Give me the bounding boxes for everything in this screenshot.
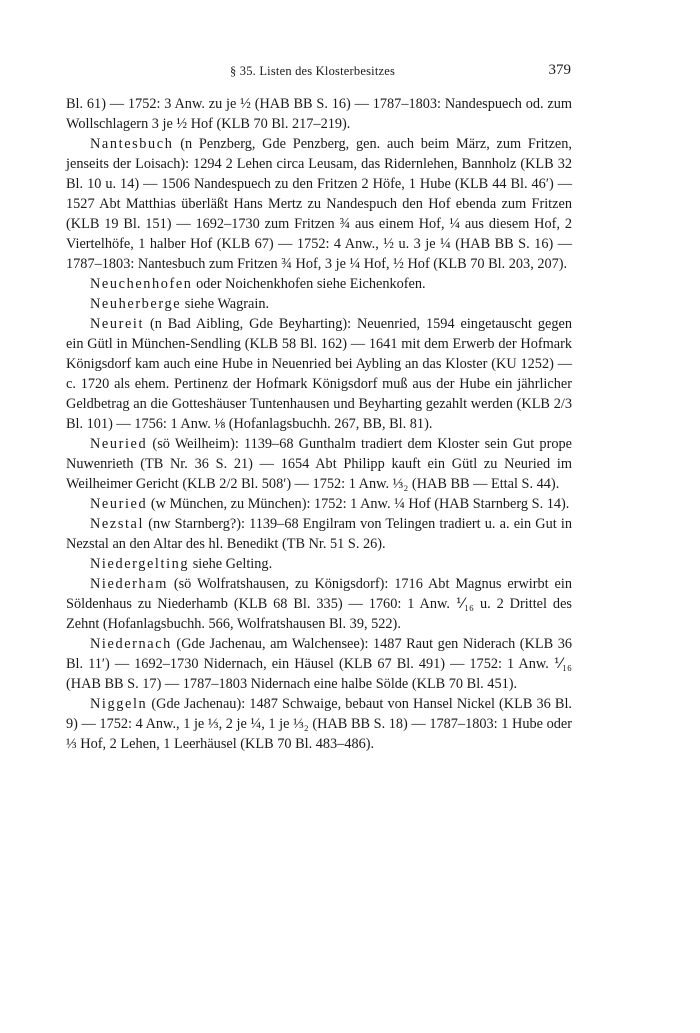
entry-keyword: Neuchenhofen	[90, 276, 193, 292]
entry-keyword: Neuried	[90, 496, 148, 512]
entry-text: Bl. 61) — 1752: 3 Anw. zu je ½ (HAB BB S. 16) — 1787–1803: Nandespuech od. zum Wollschlagern 3 je ½ Hof (KLB 70 Bl. 217–219).	[66, 96, 572, 132]
entry-niedernach	[66, 634, 572, 694]
entry-keyword: Neuried	[90, 436, 148, 452]
entry-neuchenhofen	[66, 274, 572, 294]
entry-keyword: Neuherberge	[90, 296, 182, 312]
entry-text: (n Penzberg, Gde Penzberg, gen. auch beim März, zum Fritzen, jenseits der Loisach): 1294 2 Lehen circa Leusam, das Ridernlehen, Bannholz (KLB 32 Bl. 10 u. 14) — 1506 Nandespuech zu den Fritzen 2 Höfe, 1 Hube (KLB 44 Bl. 46′) — 1527 Abt Matthias überläßt Hans Mertz zu Nandespuch den Hof ebenda zum Fritzen (KLB 19 Bl. 151) — 1692–1730 zum Fritzen ¾ aus einem Hof, ¼ aus diesem Hof, 2 Viertelhöfe, 1 halber Hof (KLB 67) — 1752: 4 Anw., ½ u. 3 je ¼ (HAB BB S. 16) — 1787–1803: Nantesbuch zum Fritzen ¾ Hof, 3 je ¼ Hof, ½ Hof (KLB 70 Bl. 203, 207).	[66, 136, 572, 272]
entry-text: siehe Gelting.	[189, 556, 273, 572]
entry-keyword: Nezstal	[90, 516, 145, 532]
entry-text: (n Bad Aibling, Gde Beyharting): Neuenried, 1594 eingetauscht gegen ein Gütl in München-Sendling (KLB 58 Bl. 162) — 1641 mit dem Erwerb der Hofmark Königsdorf kam auch eine Hube in Neuenried bei Aybling an das Kloster (KU 1252) — c. 1720 als ehem. Pertinenz der Hofmark Königsdorf muß aus der Hube ein jährlicher Geldbetrag an die Gotteshäuser Tuntenhausen und Beyharting gezahlt werden (KLB 2/3 Bl. 101) — 1756: 1 Anw. ⅛ (Hofanlagsbuchh. 267, BB, Bl. 81).	[66, 316, 572, 432]
entry-niggeln	[66, 694, 572, 754]
entry-keyword: Nantesbuch	[90, 136, 174, 152]
entry-keyword: Neureit	[90, 316, 145, 332]
running-head: § 35. Listen des Klosterbesitzes	[230, 64, 396, 78]
entry-text: (nw Starnberg?): 1139–68 Engilram von Telingen tradiert u. a. ein Gut in Nezstal an den Altar des hl. Benedikt (TB Nr. 51 S. 26).	[66, 516, 572, 552]
page-header	[0, 62, 700, 82]
entry-text: (w München, zu München): 1752: 1 Anw. ¼ Hof (HAB Starnberg S. 14).	[147, 496, 570, 512]
entry-text: (sö Weilheim): 1139–68 Gunthalm tradiert dem Kloster sein Gut prope Nuwenrieth (TB Nr. 36 S. 21) — 1654 Abt Philipp kauft ein Gütl zu Neuried im Weilheimer Gericht (KLB 2/2 Bl. 508′) — 1752: 1 Anw. ⅓₂ (HAB BB — Ettal S. 44).	[66, 436, 572, 492]
entry-neuried-muenchen	[66, 494, 572, 514]
entry-keyword: Niederham	[90, 576, 168, 592]
entry-niederham	[66, 574, 572, 634]
entry-text: siehe Wagrain.	[181, 296, 270, 312]
entry-neureit	[66, 314, 572, 434]
entry-continuation	[66, 94, 572, 134]
entry-neuherberge	[66, 294, 572, 314]
entry-text: (Gde Jachenau): 1487 Schwaige, bebaut von Hansel Nickel (KLB 36 Bl. 9) — 1752: 4 Anw., 1 je ⅓, 2 je ¼, 1 je ⅓₂ (HAB BB S. 18) — 1787–1803: 1 Hube oder ⅓ Hof, 2 Lehen, 1 Leerhäusel (KLB 70 Bl. 483–486).	[66, 696, 572, 752]
body-text	[66, 94, 572, 754]
entry-niedergelting	[66, 554, 572, 574]
entry-nantesbuch	[66, 134, 572, 274]
entry-text: oder Noichenkhofen siehe Eichenkofen.	[192, 276, 426, 292]
entry-keyword: Niedernach	[90, 636, 172, 652]
page-number: 379	[548, 62, 571, 78]
entry-keyword: Niedergelting	[90, 556, 190, 572]
entry-nezstal	[66, 514, 572, 554]
entry-text: (Gde Jachenau, am Walchensee): 1487 Raut gen Niderach (KLB 36 Bl. 11′) — 1692–1730 Nidernach, ein Häusel (KLB 67 Bl. 491) — 1752: 1 Anw. ⅟₁₆ (HAB BB S. 17) — 1787–1803 Nidernach eine halbe Sölde (KLB 70 Bl. 451).	[66, 636, 572, 692]
entry-neuried-weilheim	[66, 434, 572, 494]
entry-text: (sö Wolfratshausen, zu Königsdorf): 1716 Abt Magnus erwirbt ein Söldenhaus zu Niederhamb (KLB 68 Bl. 335) — 1760: 1 Anw. ⅟₁₆ u. 2 Drittel des Zehnt (Hofanlagsbuchh. 566, Wolfratshausen Bl. 39, 522).	[66, 576, 572, 632]
entry-keyword: Niggeln	[90, 696, 148, 712]
